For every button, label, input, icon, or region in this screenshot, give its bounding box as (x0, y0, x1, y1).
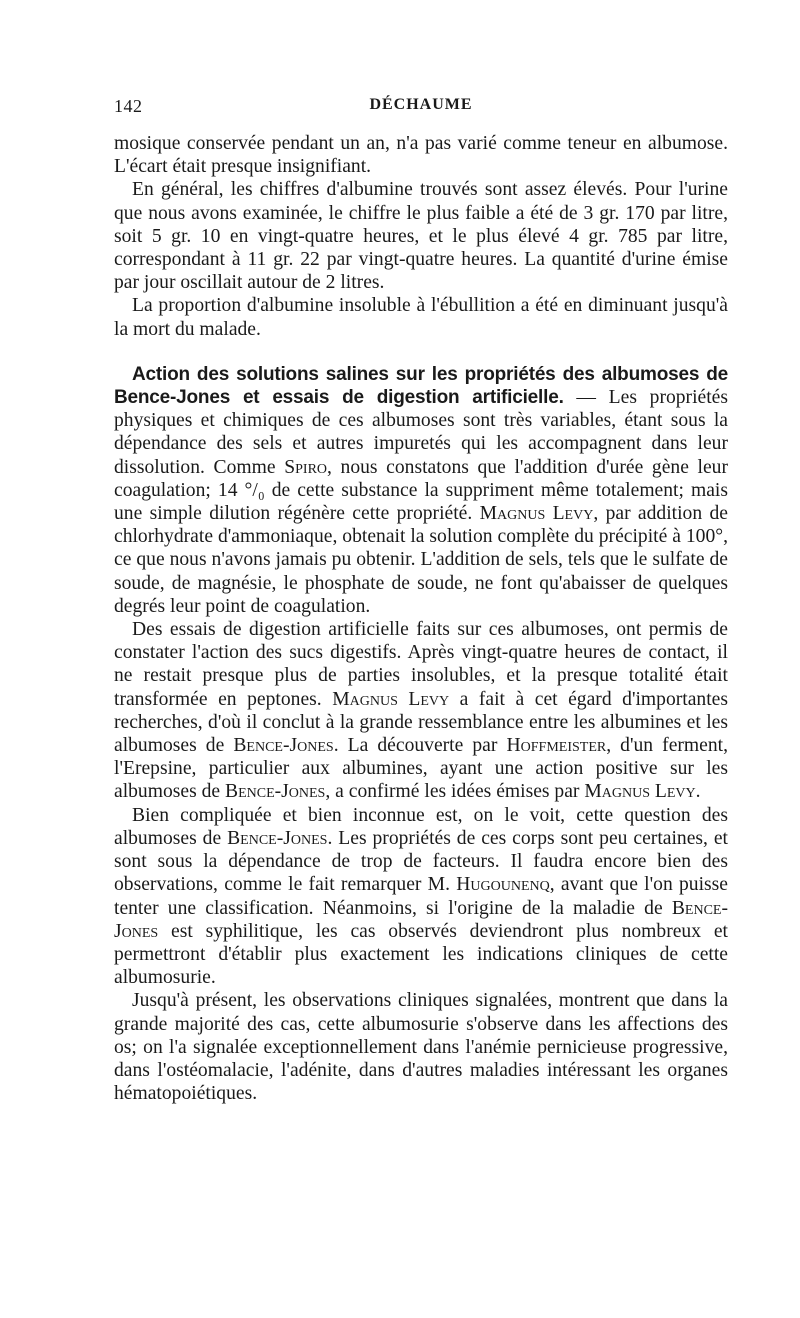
text-run: est syphilitique, les cas observés deviendront plus nombreux et permettront d'établir plus exactement les indications cliniques de cette albumosurie. (114, 920, 728, 989)
paragraph (114, 804, 728, 990)
text-run: Bien compliquée et bien inconnue est, on le voit, cette question des albumoses de (114, 804, 728, 849)
running-head: DÉCHAUME (369, 96, 473, 113)
paragraph (114, 989, 728, 1105)
text-run: , avant que l'on puisse tenter une classification. Néanmoins, si l'origine de la maladie de (114, 874, 728, 919)
text-run: , a confirmé les idées émises par (325, 781, 585, 803)
paragraph (114, 132, 728, 178)
body-text (114, 132, 728, 1105)
text-run: mosique conservée pendant un an, n'a pas varié comme teneur en albumose. L'écart était presque insignifiant. (114, 133, 728, 178)
paragraph (114, 294, 728, 340)
author-name: Magnus Levy (479, 503, 594, 525)
author-name: Magnus Levy (584, 781, 696, 803)
text-run: a fait à cet égard d'importantes recherches, d'où il conclut à la grande ressemblance entre les albumines et les albumoses de (114, 688, 728, 757)
section-paragraph (114, 363, 728, 618)
text-run: , nous constatons que l'addition d'urée gène leur coagulation; 14 °/₀ de cette substance la suppriment même totalement; mais une simple dilution régénère cette propriété. (114, 456, 729, 525)
author-name: Bence-Jones (225, 781, 326, 803)
author-name: Magnus Levy (332, 688, 450, 710)
text-run: Des essais de digestion artificielle faits sur ces albumoses, ont permis de constater l'action des sucs digestifs. Après vingt-quatre heures de contact, il ne restait presque plus de parties insolubles, et la presque totalité était transformée en peptones. (114, 619, 728, 710)
text-run: , d'un ferment, l'Erepsine, particulier aux albumines, ayant une action positive sur les albumoses de (114, 735, 728, 803)
text-run: En général, les chiffres d'albumine trouvés sont assez élevés. Pour l'urine que nous avons examinée, le chiffre le plus faible a été de 3 gr. 170 par litre, soit 5 gr. 10 en vingt-quatre heures, et le plus élevé 4 gr. 785 par litre, correspondant à 11 gr. 22 par vingt-quatre heures. La quantité d'urine émise par jour oscillait autour de 2 litres. (114, 179, 728, 294)
paragraph (114, 618, 728, 804)
author-name: Hugounenq (456, 874, 550, 896)
text-run: , par addition de chlorhydrate d'ammoniaque, obtenait la solution complète du précipité à 100°, ce que nous n'avons jamais pu obtenir. L'addition de sels, tels que le sulfate de soude, de magnésie, le phosphate de soude, ne font qu'abaisser de quelques degrés leur point de coagulation. (114, 503, 728, 617)
text-run: . La découverte par (333, 735, 507, 757)
text-run: La proportion d'albumine insoluble à l'ébullition a été en diminuant jusqu'à la mort du malade. (114, 295, 728, 340)
text-run: Jusqu'à présent, les observations cliniques signalées, montrent que dans la grande majorité des cas, cette albumosurie s'observe dans les affections des os; on l'a signalée exceptionnellement dans l'anémie pernicieuse progressive, dans l'ostéomalacie, l'adénite, dans d'autres maladies intéressant les organes hématopoiétiques. (114, 990, 728, 1105)
text-run: — Les propriétés physiques et chimiques de ces albumoses sont très variables, étant sous la dépendance des sels et autres impuretés qui les accompagnent dans leur dissolution. Comme (114, 387, 728, 478)
page-header (114, 96, 728, 120)
author-name: Spiro (284, 456, 328, 478)
page-number: 142 (114, 96, 143, 116)
author-name: Bence-Jones (233, 735, 334, 757)
text-run: . (695, 781, 701, 803)
paragraph (114, 178, 728, 294)
section-heading: Action des solutions salines sur les propriétés des albumoses de Bence-Jones et essais de digestion artificielle. (114, 363, 728, 409)
text-run: . Les propriétés de ces corps sont peu certaines, et sont sous la dépendance de trop de facteurs. Il faudra encore bien des observations, comme le fait remarquer M. (114, 827, 728, 896)
author-name: Bence-Jones (227, 827, 328, 849)
author-name: Hoffmeister (506, 735, 607, 757)
author-name: Bence-Jones (114, 897, 728, 942)
